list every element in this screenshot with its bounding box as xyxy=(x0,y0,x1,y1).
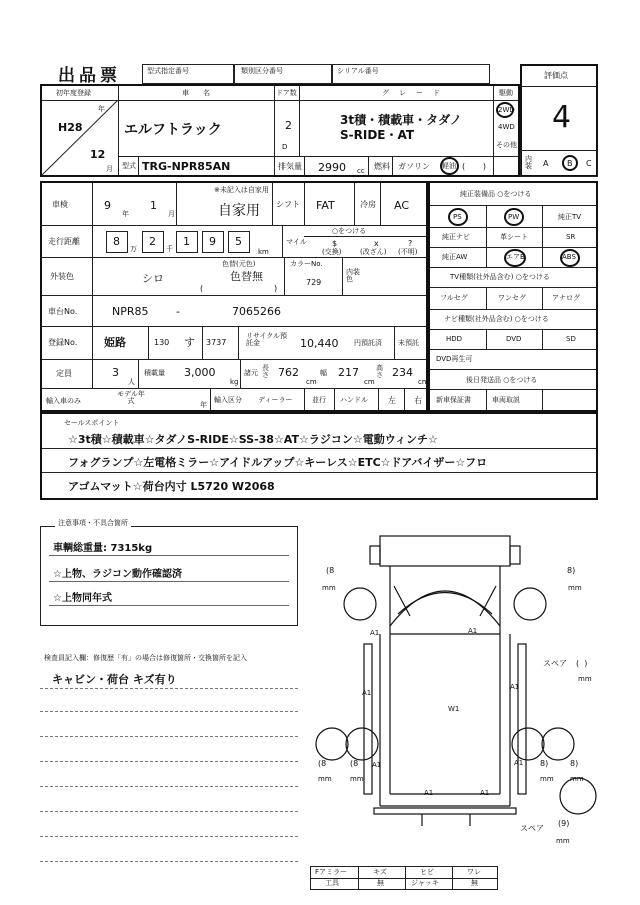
damage-a1: A1 xyxy=(424,789,434,797)
sales-points-box: セールスポイント ☆3t積☆積載車☆タダノS-RIDE☆SS-38☆AT☆ラジコン☆電動ウィンチ☆ フォグランプ☆左電格ミラー☆アイドルアップ☆キーレス☆ETC☆ドアバイザー☆フロ アゴムマット☆荷台内寸 L5720 W2068 xyxy=(40,412,598,500)
model-code-field: 型式指定番号 xyxy=(142,64,234,84)
inspector-label: 検査員記入欄：修復歴「有」の場合は修復箇所・交換箇所を記入 xyxy=(44,654,247,662)
vehicle-info-box: 初年度登録 車名 ドア数 グレード H28 年 12 月 エルフトラック 2 D 3t積・積載車・タダノ S-RIDE・AT 駆動 2WD 4WD その他 型式 TRG-NPR85AN 排気量 2990 cc 燃料 ガソリン 軽油 ( ) xyxy=(40,84,520,177)
damage-w1: W1 xyxy=(448,705,460,713)
damage-a1: A1 xyxy=(480,789,490,797)
damage-a1: A1 xyxy=(362,689,372,697)
tire-rl-inner-depth: (8 xyxy=(350,759,359,768)
damage-a1: A1 xyxy=(514,759,524,767)
tire-rr-inner-depth: 8) xyxy=(540,759,549,768)
chassis-number: 7065266 xyxy=(232,305,281,318)
ac: AC xyxy=(394,199,410,212)
sales-line1: ☆3t積☆積載車☆タダノS-RIDE☆SS-38☆AT☆ラジコン☆電動ウィンチ☆ xyxy=(68,433,438,446)
tire-fr-depth: 8) xyxy=(567,566,576,575)
serial-field: シリアル番号 xyxy=(332,64,490,84)
sales-line2: フォグランプ☆左電格ミラー☆アイドルアップ☆キーレス☆ETC☆ドアバイザー☆フロ xyxy=(68,456,488,469)
chassis-prefix: NPR85 xyxy=(112,305,149,318)
spare1-label: スペア xyxy=(543,659,567,668)
date-divider xyxy=(42,100,118,175)
equipment-box: 純正装備品 ○をつける PS PW 純正TV 純正ナビ 革シート SR 純正AW エアB ABS TV種類(社外品含む) ○をつける フルセグ ワンセグ アナログ ナビ種類(社外品含む) ○をつける HDD DVD SD DVD再生可 後日発送品 ○をつける 新車保証書 車両取説 xyxy=(428,181,598,412)
truck-diagram xyxy=(310,526,610,846)
grade-line2: S-RIDE・AT xyxy=(340,128,415,142)
car-name: エルフトラック xyxy=(124,122,222,138)
interior-grade-box: 内装 A B C xyxy=(520,150,598,177)
damage-a1: A1 xyxy=(468,627,478,635)
damage-a1: A1 xyxy=(370,629,380,637)
displacement: 2990 xyxy=(318,161,346,174)
spec-box: 車検 9 年 1 月 ※未記入は自家用 自家用 シフト FAT 冷房 AC 走行距離 8 2 万 千 1 9 5 km マイル ○をつける $ (交換) x (改ざん) ? (不明) 外装色 シロ 色替(元色) 色替無 ( ) カラーNo. 729 内装色 車台No. NPR85 - 7065266 登録No. 姫路 130 す 3737 リサイクル預託金 10,440 円預託済 未預託 定員 3 人 積載量 3,000 kg 諸元 長さ 762 cm 幅 217 cm 高さ 234 cm 輸入車のみ モデル年式 年 輸入区分 ディーラー 並行 ハンドル 左 右 xyxy=(40,181,428,412)
tire-rr-outer-depth: 8) xyxy=(570,759,579,768)
tire-fl-depth: (8 xyxy=(326,566,335,575)
score-box: 評価点 4 xyxy=(520,64,598,177)
legend-table: Fアミラー キズ ヒビ ワレ 工具 無 ジャッキ 無 xyxy=(310,866,498,890)
model-code: TRG-NPR85AN xyxy=(142,160,231,173)
score-value: 4 xyxy=(552,100,572,135)
sales-line3: アゴムマット☆荷台内寸 L5720 W2068 xyxy=(68,480,275,493)
damage-a1: A1 xyxy=(372,761,382,769)
door-count: 2 xyxy=(285,119,292,132)
exterior-color: シロ xyxy=(142,272,164,285)
grade-line1: 3t積・積載車・タダノ xyxy=(340,113,462,127)
page-title: 出品票 xyxy=(58,66,121,86)
shift: FAT xyxy=(316,199,335,212)
usage: 自家用 xyxy=(218,203,260,219)
inspector-line1: キャビン・荷台 キズ有り xyxy=(52,673,177,686)
notes-box: 注意事項・不具合箇所 車輌総重量: 7315kg ☆上物、ラジコン動作確認済 ☆上物同年式 xyxy=(40,526,298,626)
category-field: 類別区分番号 xyxy=(234,64,332,84)
spare2-label: スペア xyxy=(520,824,544,833)
tire-rl-outer-depth: (8 xyxy=(318,759,327,768)
recycle-fee: 10,440 xyxy=(300,337,339,350)
damage-a1: A1 xyxy=(510,683,520,691)
